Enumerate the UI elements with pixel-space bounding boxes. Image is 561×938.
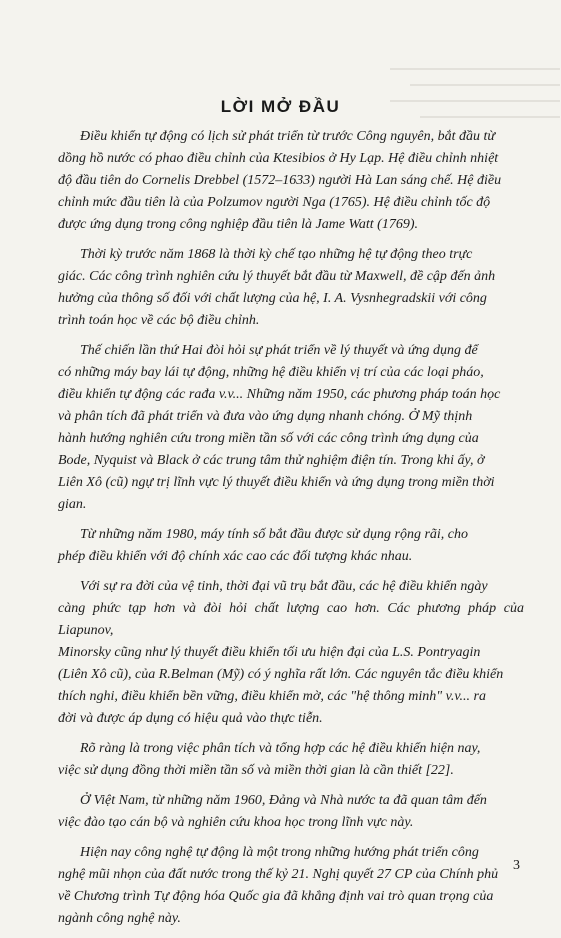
paragraph-3: Thế chiến lần thứ Hai đòi hỏi sự phát triển về lý thuyết và ứng dụng để có những máy bay lái tự động, những hệ điều khiển vị trí của các loại pháo, điều khiển tự động các rađa v.v... Những năm 1950, các phương pháp toán học và phân tích đã phát triển và đưa vào ứng dụng nhanh chóng. Ở Mỹ thịnh hành hướng nghiên cứu trong miền tần số với các công trình ứng dụng của Bode, Nyquist và Black ở các trung tâm thử nghiệm điện tín. Trong khi ấy, ở Liên Xô (cũ) ngự trị lĩnh vực lý thuyết điều khiển và ứng dụng trong miền thời gian.	[58, 343, 501, 512]
paragraph-5: Với sự ra đời của vệ tinh, thời đại vũ trụ bắt đầu, các hệ điều khiển ngày càng phức tạp hơn và đòi hỏi chất lượng cao hơn. Các phương pháp của Liapunov, Minorsky cũng như lý thuyết điều khiển tối ưu hiện đại của L.S. Pontryagin (Liên Xô cũ), của R.Belman (Mỹ) có ý nghĩa rất lớn. Các nguyên tắc điều khiển thích nghi, điều khiển bền vững, điều khiển mờ, các "hệ thông minh" v.v... ra đời và được áp dụng có hiệu quả vào thực tiễn.	[58, 579, 524, 726]
preface-body	[58, 126, 524, 938]
page-title: LỜI MỞ ĐẦU	[220, 97, 341, 117]
bleed-through-texture	[390, 60, 560, 132]
paragraph-7: Ở Việt Nam, từ những năm 1960, Đảng và Nhà nước ta đã quan tâm đến việc đào tạo cán bộ và nghiên cứu khoa học trong lĩnh vực này.	[58, 793, 487, 830]
paragraph-8: Hiện nay công nghệ tự động là một trong những hướng phát triển công nghệ mũi nhọn của đất nước trong thế kỷ 21. Nghị quyết 27 CP của Chính phủ về Chương trình Tự động hóa Quốc gia đã khẳng định vai trò quan trọng của ngành công nghệ này.	[58, 845, 499, 926]
paragraph-1: Điều khiển tự động có lịch sử phát triển từ trước Công nguyên, bắt đầu từ dồng hồ nước có phao điều chỉnh của Ktesibios ở Hy Lạp. Hệ điều chỉnh nhiệt độ đầu tiên do Cornelis Drebbel (1572–1633) người Hà Lan sáng chế. Hệ điều chỉnh mức đầu tiên là của Polzumov người Nga (1765). Hệ điều chỉnh tốc độ được ứng dụng trong công nghiệp đầu tiên là Jame Watt (1769).	[58, 129, 502, 232]
paragraph-6: Rõ ràng là trong việc phân tích và tổng hợp các hệ điều khiển hiện nay, việc sử dụng đồng thời miền tần số và miền thời gian là cần thiết [22].	[58, 741, 481, 778]
page-number: 3	[513, 858, 520, 873]
paragraph-4: Từ những năm 1980, máy tính số bắt đầu được sử dụng rộng rãi, cho phép điều khiển với độ chính xác cao các đối tượng khác nhau.	[58, 527, 469, 564]
paragraph-2: Thời kỳ trước năm 1868 là thời kỳ chế tạo những hệ tự động theo trực giác. Các công trình nghiên cứu lý thuyết bắt đầu từ Maxwell, đề cập đến ảnh hưởng của thông số đối với chất lượng của hệ, I. A. Vysnhegradskii với công trình toán học về các bộ điều chỉnh.	[58, 247, 496, 328]
